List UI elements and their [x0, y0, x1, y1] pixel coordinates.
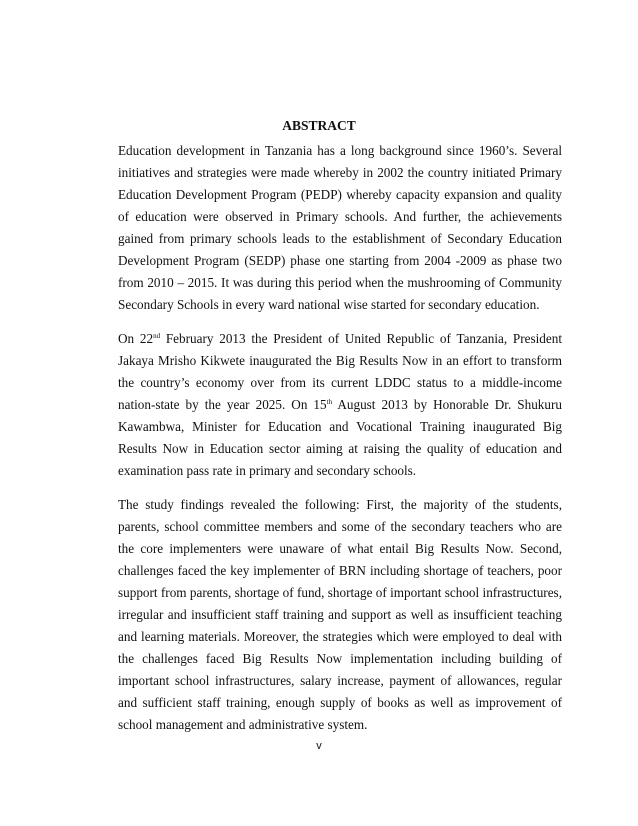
paragraph-study-findings: The study findings revealed the following: First, the majority of the students, parents, school committee members and some of the secondary teachers who are the core implementers were unaware of what entail Big Results Now. Second, challenges faced the key implementer of BRN including shortage of teachers, poor support from parents, shortage of fund, shortage of important school infrastructures, irregular and insufficient staff training and support as well as insufficient teaching and learning materials. Moreover, the strategies which were employed to deal with the challenges faced Big Results Now implementation including building of important school infrastructures, salary increase, payment of allowances, regular and sufficient staff training, enough supply of books as well as improvement of school management and administrative system. [118, 497, 562, 732]
paragraph-text-segment: August 2013 by Honorable Dr. Shukuru Kawambwa, Minister for Education and Vocational Training inaugurated Big Results Now in Education sector aiming at raising the quality of education and examination pass rate in primary and secondary schools. [118, 397, 562, 478]
page-number: v [316, 740, 322, 752]
abstract-body [118, 140, 562, 736]
paragraph-text-segment: February 2013 the President of United Republic of Tanzania, President Jakaya Mrisho Kikwete inaugurated the Big Results Now in an effort to transform the country’s economy over from its current LDDC status to a middle-income nation-state by the year 2025. On 15 [118, 331, 562, 412]
paragraph-text-segment: On 22 [118, 331, 154, 346]
paragraph-big-results-now [118, 328, 562, 482]
abstract-heading: ABSTRACT [282, 118, 356, 133]
ordinal-suffix: nd [153, 332, 161, 340]
paragraph-education-background: Education development in Tanzania has a long background since 1960’s. Several initiatives and strategies were made whereby in 2002 the country initiated Primary Education Development Program (PEDP) whereby capacity expansion and quality of education were observed in Primary schools. And further, the achievements gained from primary schools leads to the establishment of Secondary Education Development Program (SEDP) phase one starting from 2004 -2009 as phase two from 2010 – 2015. It was during this period when the mushrooming of Community Secondary Schools in every ward national wise started for secondary education. [118, 143, 562, 312]
ordinal-suffix: th [326, 398, 333, 406]
